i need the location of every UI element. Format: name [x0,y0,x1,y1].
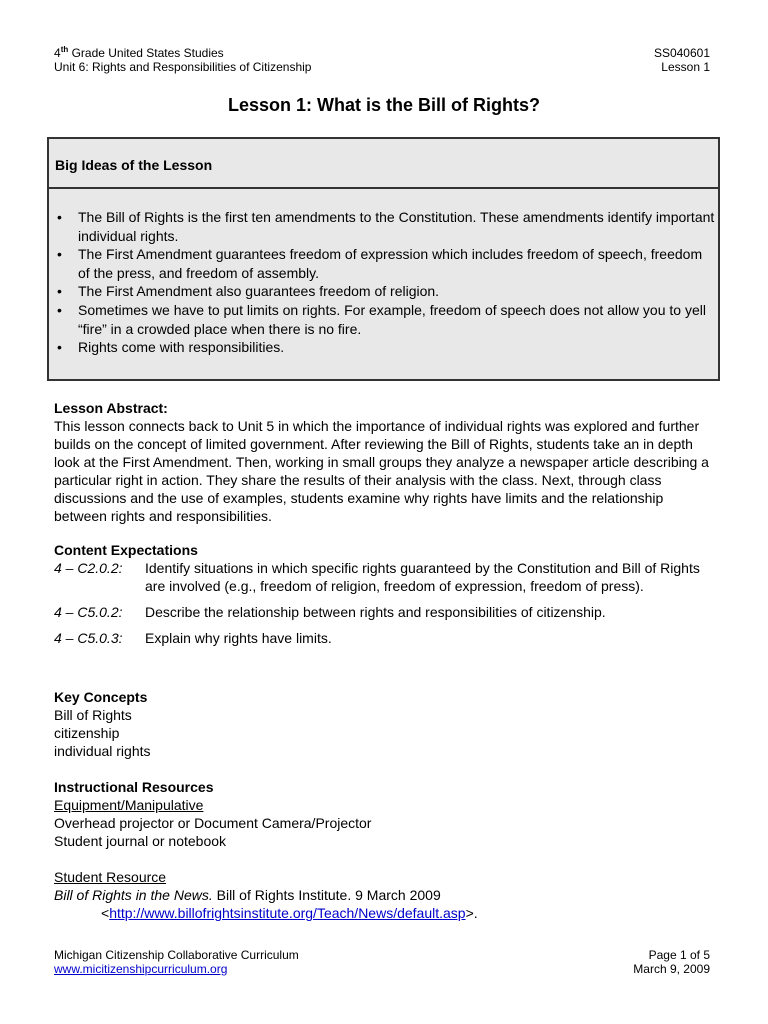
expectation-row [54,603,714,621]
document-code: SS040601 [653,46,710,60]
citation-title: Bill of Rights in the News. [54,887,213,903]
expectation-text: Explain why rights have limits. [145,630,332,646]
big-ideas-list [55,208,715,357]
footer-org: Michigan Citizenship Collaborative Curriculum [54,948,299,962]
unit-title: Unit 6: Rights and Responsibilities of Citizenship [54,60,312,74]
page-title: Lesson 1: What is the Bill of Rights? [227,95,540,115]
list-item: • The First Amendment guarantees freedom of expression which includes freedom of speech, freedom of the press, and freedom of assembly. [57,246,703,281]
list-item: Overhead projector or Document Camera/Projector [54,815,372,831]
citation-link[interactable]: http://www.billofrightsinstitute.org/Teach/News/default.asp [109,905,466,921]
student-resource-citation [54,886,714,904]
list-item: • The Bill of Rights is the first ten amendments to the Constitution. These amendments identify important individual rights. [57,209,715,244]
expectation-code: 4 – C5.0.3: [54,630,123,646]
list-item: • Sometimes we have to put limits on rights. For example, freedom of speech does not allow you to yell “fire” in a crowded place when there is no fire. [57,301,706,337]
list-item: Bill of Rights [54,707,132,723]
expectation-code: 4 – C2.0.2: [54,560,123,576]
footer-date: March 9, 2009 [633,962,710,976]
course-title: 4th Grade United States Studies [54,45,224,60]
lesson-number: Lesson 1 [661,60,710,74]
citation-url-line: <http://www.billofrightsinstitute.org/Teach/News/default.asp>. [101,905,478,921]
student-resource-heading: Student Resource [54,869,167,885]
document-header-left [54,46,474,74]
list-item: • Rights come with responsibilities. [57,339,285,356]
page-number: Page 1 of 5 [648,948,710,962]
abstract-text: This lesson connects back to Unit 5 in which the importance of individual rights was explored and further builds on the concept of limited government. After reviewing the Bill of Rights, students take an in depth look at the First Amendment. Then, working in small groups they analyze a newspaper article describing a particular right in action. They share the results of their analysis with the class. Next, through class discussions and the use of examples, students examine why rights have limits and the relationship between rights and responsibilities. [54,418,709,524]
big-ideas-header [47,137,720,189]
big-ideas-heading: Big Ideas of the Lesson [55,157,213,173]
content-expectations-heading: Content Expectations [54,542,198,558]
document-footer-left [54,948,454,976]
document-footer-right [520,948,710,976]
instructional-resources [54,778,714,922]
bullet-icon: • [57,209,62,225]
key-concepts [54,688,714,760]
expectation-text: Describe the relationship between rights and responsibilities of citizenship. [145,604,606,620]
bullet-icon: • [57,246,62,263]
list-item: • The First Amendment also guarantees freedom of religion. [57,283,440,300]
content-expectations [54,541,714,647]
list-item: individual rights [54,743,151,759]
resources-heading: Instructional Resources [54,779,214,795]
expectation-text: Identify situations in which specific rights guaranteed by the Constitution and Bill of Rights are involved (e.g., freedom of religion, freedom of expression, freedom of press). [145,560,700,594]
footer-website-link[interactable]: www.micitizenshipcurriculum.org [54,962,228,976]
list-item: citizenship [54,725,120,741]
key-concepts-heading: Key Concepts [54,689,148,705]
equipment-heading: Equipment/Manipulative [54,797,204,813]
document-header-right [520,46,710,74]
list-item: Student journal or notebook [54,833,227,849]
bullet-icon: • [57,301,62,318]
expectation-row [54,559,714,595]
lesson-abstract [54,399,714,525]
big-ideas-box [47,189,720,381]
bullet-icon: • [57,283,62,300]
expectation-code: 4 – C5.0.2: [54,604,123,620]
bullet-icon: • [57,339,62,356]
expectation-row [54,629,714,647]
citation-source: Bill of Rights Institute. 9 March 2009 [212,887,441,903]
abstract-heading: Lesson Abstract: [54,400,168,416]
